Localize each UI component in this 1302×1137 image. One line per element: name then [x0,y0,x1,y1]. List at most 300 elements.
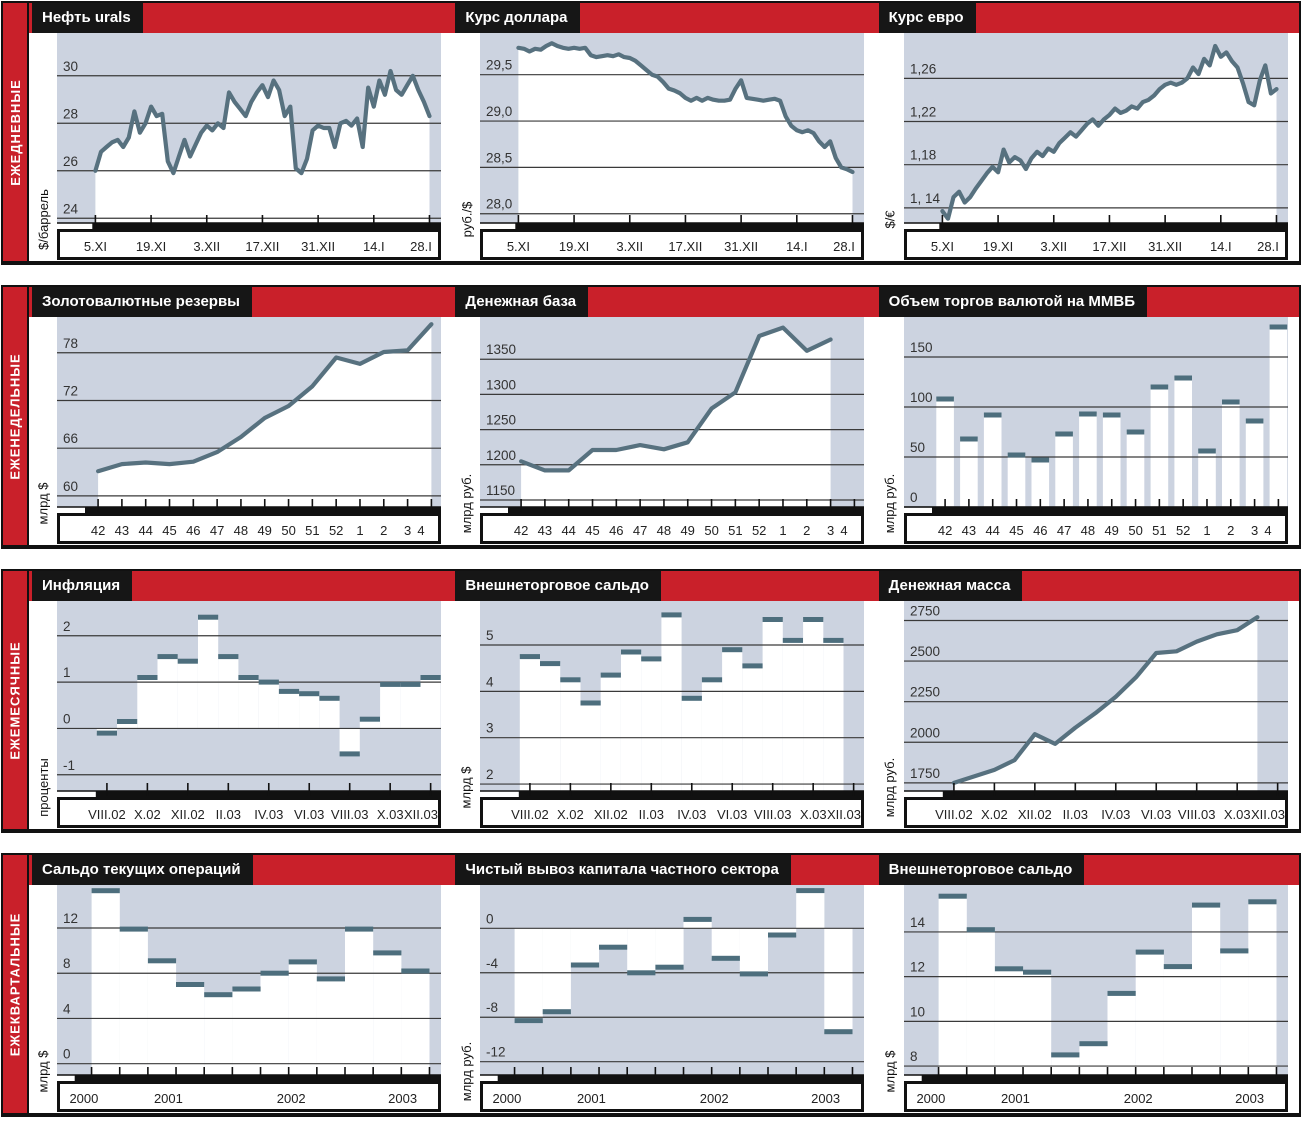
x-tick-label: 50 [704,523,720,538]
y-axis-unit [452,885,480,1113]
x-tick-label: 5.XI [930,239,954,254]
bar-cap [1135,950,1163,955]
x-tick-label: 1 [779,523,787,538]
y-tick-label: 60 [63,478,79,494]
x-tick-label: 43 [537,523,553,538]
chart-plot [904,33,1288,261]
chart-title-tab: Объем торгов валютой на ММВБ [879,287,1147,317]
x-tick-label: 2 [803,523,811,538]
bar-cap [684,917,712,922]
y-tick-label: 72 [63,383,79,399]
chart-panel [452,885,875,1113]
bar-cap [628,970,656,975]
y-axis-unit [29,601,57,829]
x-tick-label: 3 [827,523,835,538]
bar [279,691,299,728]
x-tick-label: 1 [1203,523,1211,538]
bar-cap [1107,991,1135,996]
bar [259,682,279,728]
x-tick-label: 46 [609,523,624,538]
y-axis-unit [876,601,904,829]
bar-cap [117,719,137,724]
x-tick-label: 28.I [410,239,432,254]
bar-cap [642,656,662,661]
bar [299,694,319,729]
bar [1107,993,1135,1075]
y-tick-label: -1 [63,757,76,773]
x-tick-label: 2003 [388,1091,418,1106]
y-tick-label: 3 [486,720,494,736]
y-tick-label: 1300 [486,377,517,393]
x-tick-label: 4 [1264,523,1272,538]
bar [938,896,966,1075]
y-axis-unit-label: проценты [35,758,51,817]
bar [984,415,1002,507]
bar [825,928,853,1031]
x-tick-label: 2001 [577,1091,607,1106]
bar [1055,434,1073,507]
y-tick-label: 28,5 [486,150,513,166]
x-tick-label: VI.03 [1140,807,1172,822]
x-tick-label: 51 [728,523,743,538]
bar [515,928,543,1020]
x-tick-label: 5.XI [83,239,107,254]
y-tick-label: 14 [909,914,925,930]
y-tick-label: 10 [909,1004,925,1020]
x-tick-label: 42 [514,523,529,538]
chart-panel [876,317,1299,545]
x-tick-label: 47 [209,523,225,538]
x-tick-label: IV.03 [1100,807,1131,822]
bar-cap [238,675,258,680]
chart-title-tab: Курс евро [879,3,976,33]
y-tick-label: 1, 14 [909,190,940,206]
row-frequency-label: ЕЖЕДНЕВНЫЕ [7,78,23,186]
bar [1269,327,1287,507]
x-tick-label: IV.03 [254,807,284,822]
x-tick-label: VIII.03 [1177,807,1216,822]
chart-panel [29,33,452,261]
bar [543,928,571,1011]
x-tick-label: VIII.03 [330,807,369,822]
bar [238,678,258,729]
x-tick-label: 48 [1080,523,1095,538]
bar-cap [543,1009,571,1014]
y-tick-label: 2 [486,767,494,782]
x-tick-label: 42 [937,523,952,538]
bar-cap [380,682,400,687]
bar-cap [1126,430,1144,435]
y-tick-label: 12 [63,911,79,926]
bar-cap [797,888,825,893]
bar-cap [540,661,560,666]
row-frequency-label: ЕЖЕНЕДЕЛЬНЫЕ [7,352,23,480]
bar-cap [936,397,954,402]
indicator-row [1,1,1301,265]
x-tick-label: 45 [585,523,601,538]
chart-plot [904,601,1288,829]
x-tick-label: VI.03 [294,807,325,822]
bar [1174,378,1192,507]
bar [317,979,345,1075]
x-tick-label: 2001 [1000,1091,1030,1106]
y-tick-label: 2500 [909,644,940,660]
bar-cap [1174,376,1192,381]
y-axis-unit-label: млрд $ [35,1050,51,1093]
chart-panel [452,317,875,545]
chart-panel [29,601,452,829]
y-axis-unit-label: млрд руб. [458,473,474,534]
bar-cap [1055,432,1073,437]
x-tick-label: 46 [1032,523,1048,538]
chart-panel [876,601,1299,829]
bar [662,615,682,791]
bar-cap [204,992,232,997]
row-header-strip [29,3,1299,33]
bar-cap [120,927,148,932]
bar-cap [1031,458,1049,463]
bar [682,698,702,791]
bar-cap [743,663,763,668]
bar-cap [259,680,279,685]
bar-cap [601,673,621,678]
bar-cap [561,677,581,682]
x-tick-label: II.03 [1062,807,1088,822]
y-tick-label: -12 [486,1044,506,1060]
bar-cap [1248,899,1276,904]
y-tick-label: 50 [909,440,925,455]
x-tick-label: 4 [417,523,425,538]
y-axis-unit-label: млрд руб. [882,473,898,534]
y-tick-label: 0 [63,711,71,727]
y-axis-unit [29,885,57,1113]
x-tick-label: X.02 [134,807,161,822]
bar [621,652,641,791]
x-tick-label: 47 [1056,523,1071,538]
y-tick-label: 1350 [486,342,517,358]
y-axis-unit-label: млрд $ [882,1050,898,1093]
x-tick-label: IV.03 [677,807,707,822]
x-tick-label: 17.XII [668,239,703,254]
bar [120,929,148,1075]
bar [561,680,581,791]
bar-cap [340,751,360,756]
bar [743,666,763,791]
bar-cap [995,966,1023,971]
bar [232,989,260,1075]
x-tick-label: 46 [186,523,201,538]
chart-panel [452,33,875,261]
y-tick-label: 1,22 [909,104,936,120]
y-axis-unit [876,33,904,261]
y-tick-label: 66 [63,431,79,447]
bar-cap [763,617,783,622]
x-tick-label: VIII.02 [934,807,973,822]
bar [520,657,540,791]
chart-panel [29,885,452,1113]
x-tick-label: 52 [1175,523,1191,538]
row-frequency-label: ЕЖЕКВАРТАЛЬНЫЕ [7,912,23,1056]
bar [824,640,844,791]
y-tick-label: 29,0 [486,104,513,119]
bar-cap [1192,903,1220,908]
y-tick-label: 2750 [909,603,940,619]
bar-cap [289,959,317,964]
bar-cap [515,1018,543,1023]
bar-cap [960,437,978,442]
x-tick-label: 2 [380,523,388,538]
bar [380,684,400,728]
bar-cap [1245,419,1263,424]
bar-cap [1222,400,1240,405]
chart-title-tab: Чистый вывоз капитала частного сектора [455,855,791,885]
chart-panel [29,317,452,545]
y-tick-label: 1 [63,665,71,681]
y-tick-label: 8 [63,956,71,972]
y-axis-unit [29,33,57,261]
x-tick-label: 17.XII [1092,239,1127,254]
y-axis-unit-label: $/€ [882,210,898,229]
bar [1051,1055,1079,1075]
y-tick-label: 12 [909,959,925,975]
bar-cap [218,654,238,659]
x-tick-label: XII.03 [827,807,862,822]
x-tick-label: XII.03 [404,807,438,822]
chart-plot [480,601,864,829]
y-tick-label: 1,26 [909,61,936,77]
x-tick-label: VI.03 [717,807,748,822]
chart-plot [57,33,441,261]
bar-cap [740,971,768,976]
y-tick-label: 2000 [909,725,940,741]
y-tick-label: 30 [63,58,79,74]
y-axis-unit [29,317,57,545]
y-tick-label: -8 [486,1000,499,1016]
bar-cap [360,717,380,722]
x-tick-label: 52 [328,523,344,538]
y-tick-label: 2 [63,618,71,634]
y-tick-label: 0 [63,1046,71,1062]
bar-cap [261,971,289,976]
bar-cap [97,731,117,736]
chart-title-tab: Золотовалютные резервы [32,287,252,317]
bar-cap [825,1029,853,1034]
x-tick-label: 17.XII [245,239,280,254]
y-axis-unit [452,317,480,545]
bar-cap [1079,1041,1107,1046]
y-tick-label: -4 [486,955,499,971]
y-tick-label: 78 [63,335,79,351]
bar-cap [768,933,796,938]
bar-cap [1007,453,1025,458]
y-axis-unit [876,317,904,545]
row-header-strip [29,287,1299,317]
x-tick-label: 3 [1250,523,1258,538]
x-tick-label: 51 [305,523,320,538]
bar-cap [581,701,601,706]
y-tick-label: 1,18 [909,147,936,163]
x-tick-label: 48 [656,523,672,538]
bar [599,928,627,947]
bar [1126,432,1144,507]
chart-title-tab: Денежная масса [879,571,1023,601]
bar-cap [722,647,742,652]
y-axis-unit-label: руб./$ [458,201,474,238]
x-tick-label: 19.XI [982,239,1013,254]
bar-cap [178,659,198,664]
x-tick-label: 3.XII [616,239,644,254]
row-frequency-band [3,571,29,829]
bar [628,928,656,972]
y-axis-unit [876,885,904,1113]
chart-panel [876,33,1299,261]
chart-plot [480,33,864,261]
y-tick-label: 24 [63,201,79,217]
chart-panel [452,601,875,829]
bar [1198,451,1216,507]
indicator-row [1,285,1301,549]
bar-cap [938,894,966,899]
y-tick-label: 2250 [909,684,940,700]
row-frequency-label: ЕЖЕМЕСЯЧНЫЕ [7,640,23,760]
x-tick-label: 3.XII [1040,239,1067,254]
bar-cap [1198,449,1216,454]
indicator-row [1,569,1301,833]
x-tick-label: XII.02 [594,807,629,822]
x-tick-label: VIII.03 [754,807,792,822]
y-axis-unit-label: млрд руб. [882,757,898,818]
chart-plot [57,317,441,545]
x-tick-label: 14.I [1209,239,1232,254]
y-axis-unit-label: млрд $ [35,482,51,525]
y-tick-label: 28 [63,106,79,122]
bar [373,953,401,1075]
x-tick-label: 19.XI [559,239,590,254]
bar-cap [1150,385,1168,390]
bar [1150,387,1168,507]
x-tick-label: 44 [985,523,1000,538]
y-tick-label: 4 [63,1001,71,1017]
y-tick-label: 150 [909,340,933,355]
bar [92,891,120,1075]
y-tick-label: 1200 [486,447,517,463]
x-tick-label: 2003 [811,1091,841,1106]
bar [960,439,978,507]
chart-plot [57,885,441,1113]
y-tick-label: 4 [486,674,494,690]
bar-cap [599,945,627,950]
y-tick-label: 1150 [486,483,516,498]
x-tick-label: XII.02 [170,807,205,822]
bar-cap [1269,325,1287,330]
row-header-strip [29,855,1299,885]
x-tick-label: 2000 [69,1091,99,1106]
bar-cap [317,976,345,981]
bar [540,664,560,791]
bar [158,657,178,729]
chart-title-tab: Нефть urals [32,3,143,33]
x-tick-label: 44 [561,523,577,538]
chart-panel [876,885,1299,1113]
bar-cap [400,682,420,687]
bar [178,661,198,728]
x-tick-label: 2000 [916,1091,946,1106]
x-tick-label: 44 [138,523,153,538]
x-tick-label: XII.02 [1017,807,1052,822]
bar-cap [712,956,740,961]
bar-cap [824,638,844,643]
y-tick-label: 28,0 [486,196,513,212]
bar [571,928,599,965]
chart-title-tab: Инфляция [32,571,132,601]
x-tick-label: II.03 [215,807,241,822]
bar-cap [232,987,260,992]
x-tick-label: 50 [1128,523,1143,538]
x-tick-label: 2002 [1123,1091,1153,1106]
bar [1222,402,1240,507]
bar [1023,972,1051,1075]
x-tick-label: 43 [961,523,976,538]
bar [340,728,360,754]
x-tick-label: 31.XII [301,239,336,254]
bar-cap [92,888,120,893]
bar-cap [373,950,401,955]
x-tick-label: 4 [840,523,848,538]
x-tick-label: 49 [1104,523,1119,538]
bar-cap [621,650,641,655]
y-axis-unit-label: млрд руб. [458,1041,474,1102]
x-tick-label: 47 [633,523,648,538]
bar [702,680,722,791]
row-header-strip [29,571,1299,601]
bar [656,928,684,967]
x-tick-label: 19.XI [135,239,167,254]
x-tick-label: 2 [1226,523,1235,538]
bar [1248,902,1276,1075]
row-frequency-band [3,855,29,1113]
row-frequency-band [3,3,29,261]
x-tick-label: X.03 [376,807,404,822]
bar-cap [656,965,684,970]
bar-cap [1163,964,1191,969]
bar [400,684,420,728]
chart-plot [904,317,1288,545]
x-tick-label: 5.XI [507,239,531,254]
bar [722,650,742,791]
x-tick-label: X.02 [980,807,1008,822]
bar [176,985,204,1076]
bar-cap [571,963,599,968]
bar-cap [520,654,540,659]
y-tick-label: 0 [909,490,918,505]
x-tick-label: 45 [162,523,177,538]
x-tick-label: 14.I [786,239,808,254]
y-tick-label: 1750 [909,765,940,781]
bar-cap [198,615,218,620]
bar-cap [421,675,441,680]
bar-cap [158,654,178,659]
bar-cap [702,677,722,682]
x-tick-label: 50 [281,523,296,538]
bar [261,973,289,1075]
x-tick-label: 28.I [833,239,856,254]
bar [1135,952,1163,1075]
y-axis-unit [452,33,480,261]
bar [966,930,994,1075]
y-tick-label: 100 [909,390,933,405]
bar [1103,415,1121,507]
y-axis-unit-label: $/баррель [35,189,51,250]
